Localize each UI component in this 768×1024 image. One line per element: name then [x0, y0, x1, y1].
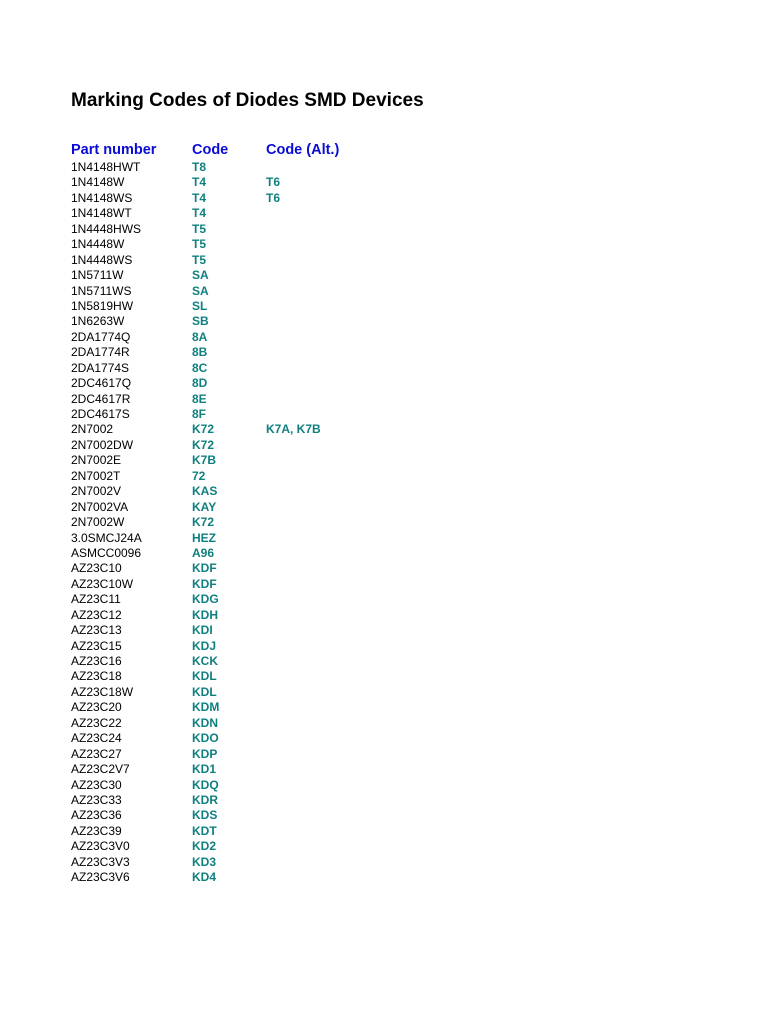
table-row — [71, 855, 471, 870]
cell-code: T5 — [192, 237, 207, 252]
cell-code: KD3 — [192, 854, 217, 869]
table-row — [71, 685, 471, 700]
table-header-row — [71, 140, 471, 160]
table-row — [71, 438, 471, 453]
cell-part-number: AZ23C33 — [71, 792, 122, 807]
cell-code: K72 — [192, 515, 215, 530]
table-row — [71, 839, 471, 854]
table-row — [71, 469, 471, 484]
header-code: Code — [192, 142, 229, 158]
cell-part-number: AZ23C2V7 — [71, 762, 130, 777]
table-row — [71, 639, 471, 654]
table-row — [71, 314, 471, 329]
cell-code: KAS — [192, 484, 218, 499]
table-row — [71, 191, 471, 206]
cell-part-number: AZ23C10 — [71, 561, 122, 576]
cell-part-number: AZ23C16 — [71, 654, 122, 668]
cell-code: KDR — [192, 792, 218, 807]
cell-part-number: AZ23C20 — [71, 700, 122, 715]
table-row — [71, 747, 471, 762]
cell-part-number: 2N7002 — [71, 422, 114, 437]
cell-code: KDF — [192, 561, 217, 576]
table-row — [71, 407, 471, 422]
cell-code: 72 — [192, 468, 206, 483]
cell-part-number: ASMCC0096 — [71, 545, 142, 560]
table-row — [71, 253, 471, 268]
table-row — [71, 561, 471, 576]
header-code-alt: Code (Alt.) — [266, 142, 340, 158]
cell-code: K7B — [192, 453, 217, 468]
cell-code-alt: K7A, K7B — [266, 422, 321, 437]
cell-part-number: AZ23C12 — [71, 607, 122, 622]
table-row — [71, 546, 471, 561]
cell-code: 8E — [192, 391, 207, 406]
cell-code: T8 — [192, 160, 207, 174]
cell-part-number: 2N7002W — [71, 515, 125, 530]
cell-part-number: 1N5711WS — [71, 283, 132, 298]
table-row — [71, 376, 471, 391]
cell-code-alt: T6 — [266, 190, 281, 205]
cell-code: KDN — [192, 715, 218, 730]
cell-part-number: 2DC4617S — [71, 407, 130, 421]
cell-part-number: 2DA1774R — [71, 345, 130, 360]
cell-code: KDT — [192, 823, 217, 838]
header-part-number: Part number — [71, 142, 157, 158]
table-row — [71, 206, 471, 221]
cell-part-number: 1N4148WT — [71, 206, 132, 221]
table-row — [71, 361, 471, 376]
cell-code: SA — [192, 268, 209, 283]
cell-part-number: 1N6263W — [71, 314, 125, 329]
cell-code: K72 — [192, 437, 215, 452]
table-row — [71, 160, 471, 175]
cell-part-number: 2N7002E — [71, 453, 122, 468]
cell-code: KDJ — [192, 638, 217, 653]
table-row — [71, 731, 471, 746]
table-row — [71, 808, 471, 823]
table-row — [71, 515, 471, 530]
cell-code: T5 — [192, 252, 207, 267]
table-row — [71, 793, 471, 808]
cell-code: HEZ — [192, 530, 216, 545]
table-row — [71, 762, 471, 777]
cell-code: KDH — [192, 607, 218, 622]
table-row — [71, 237, 471, 252]
table-row — [71, 778, 471, 793]
cell-part-number: 2N7002DW — [71, 437, 134, 452]
table-row — [71, 654, 471, 669]
cell-code: KDL — [192, 669, 217, 684]
cell-code: 8A — [192, 329, 208, 344]
page-title: Marking Codes of Diodes SMD Devices — [71, 90, 424, 111]
cell-part-number: 1N5711W — [71, 268, 124, 283]
cell-part-number: AZ23C13 — [71, 623, 122, 638]
cell-code: SA — [192, 283, 209, 298]
cell-code: SL — [192, 298, 208, 313]
cell-part-number: AZ23C30 — [71, 777, 122, 792]
table-row — [71, 222, 471, 237]
table-row — [71, 453, 471, 468]
marking-codes-table — [71, 140, 471, 886]
cell-part-number: AZ23C11 — [71, 592, 121, 607]
cell-code: KDP — [192, 746, 218, 761]
cell-code: T5 — [192, 221, 207, 236]
cell-part-number: 3.0SMCJ24A — [71, 530, 142, 545]
table-row — [71, 669, 471, 684]
cell-code: KDL — [192, 684, 217, 699]
cell-part-number: AZ23C39 — [71, 823, 122, 838]
table-row — [71, 299, 471, 314]
table-row — [71, 531, 471, 546]
cell-part-number: AZ23C24 — [71, 731, 122, 746]
table-row — [71, 175, 471, 190]
table-row — [71, 484, 471, 499]
cell-part-number: AZ23C3V6 — [71, 870, 130, 885]
cell-part-number: AZ23C10W — [71, 576, 134, 591]
cell-code: 8D — [192, 376, 208, 391]
table-row — [71, 700, 471, 715]
table-row — [71, 268, 471, 283]
cell-part-number: 1N4448HWS — [71, 221, 142, 236]
cell-part-number: 2DA1774Q — [71, 329, 131, 344]
table-row — [71, 608, 471, 623]
table-row — [71, 284, 471, 299]
table-row — [71, 824, 471, 839]
cell-part-number: 2N7002V — [71, 484, 122, 499]
cell-code: A96 — [192, 545, 215, 560]
cell-part-number: 1N4148W — [71, 175, 125, 190]
table-row — [71, 422, 471, 437]
cell-code: KDQ — [192, 777, 219, 792]
table-row — [71, 345, 471, 360]
cell-part-number: AZ23C15 — [71, 638, 122, 653]
cell-part-number: 2DC4617Q — [71, 376, 132, 391]
cell-code: KDO — [192, 731, 219, 746]
cell-code: T4 — [192, 175, 207, 190]
cell-part-number: AZ23C3V3 — [71, 854, 130, 869]
cell-code: 8B — [192, 345, 208, 360]
cell-code: KAY — [192, 499, 217, 514]
cell-code: 8C — [192, 360, 208, 375]
table-row — [71, 592, 471, 607]
cell-part-number: 1N5819HW — [71, 298, 134, 313]
cell-part-number: AZ23C18 — [71, 669, 122, 684]
cell-code: KDF — [192, 576, 217, 591]
cell-code-alt: T6 — [266, 175, 281, 190]
table-row — [71, 716, 471, 731]
cell-code: K72 — [192, 422, 215, 437]
table-row — [71, 392, 471, 407]
table-row — [71, 500, 471, 515]
cell-part-number: AZ23C22 — [71, 715, 122, 730]
cell-code: KD1 — [192, 762, 217, 777]
table-row — [71, 330, 471, 345]
cell-part-number: 1N4148WS — [71, 190, 133, 205]
cell-code: KCK — [192, 654, 218, 668]
cell-code: KD2 — [192, 839, 217, 854]
cell-code: KDG — [192, 592, 219, 607]
table-row — [71, 577, 471, 592]
cell-code: 8F — [192, 407, 207, 421]
cell-code: T4 — [192, 190, 207, 205]
table-row — [71, 623, 471, 638]
table-row — [71, 870, 471, 885]
table-body — [71, 160, 471, 886]
cell-part-number: AZ23C3V0 — [71, 839, 130, 854]
cell-code: KDS — [192, 808, 218, 823]
cell-part-number: 2DC4617R — [71, 391, 131, 406]
cell-part-number: AZ23C18W — [71, 684, 134, 699]
cell-part-number: 1N4448W — [71, 237, 125, 252]
cell-code: KDI — [192, 623, 213, 638]
cell-code: KDM — [192, 700, 220, 715]
cell-part-number: 2N7002T — [71, 468, 121, 483]
cell-part-number: 1N4448WS — [71, 252, 133, 267]
cell-part-number: AZ23C36 — [71, 808, 122, 823]
cell-code: KD4 — [192, 870, 217, 885]
cell-code: SB — [192, 314, 209, 329]
cell-code: T4 — [192, 206, 207, 221]
cell-part-number: AZ23C27 — [71, 746, 122, 761]
cell-part-number: 2DA1774S — [71, 360, 130, 375]
cell-part-number: 2N7002VA — [71, 499, 129, 514]
cell-part-number: 1N4148HWT — [71, 160, 141, 174]
